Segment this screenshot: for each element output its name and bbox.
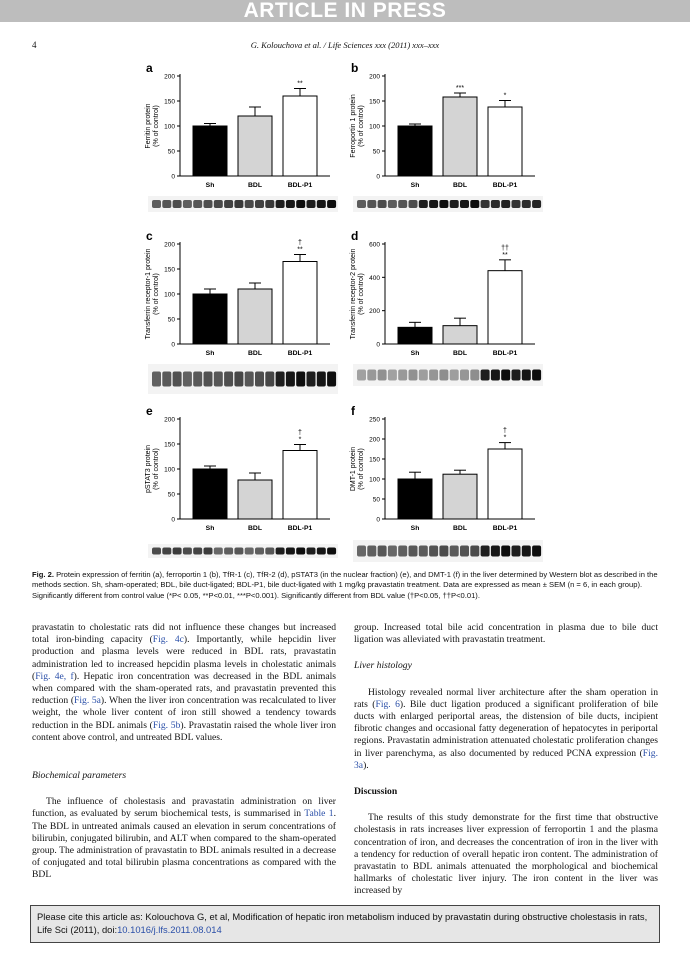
blot-band [265, 372, 274, 387]
blot-band [388, 200, 397, 208]
blot-band [357, 200, 366, 208]
article-in-press-banner: ARTICLE IN PRESS [0, 0, 690, 22]
right-paragraph-2: Histology revealed normal liver architecture after the sham operation in rats (Fig. 6). Bile duct ligation produced a significant proliferation of bile ducts with enlarged periportal areas, the distension of bile ducts, incipient fibrotic changes and occasional fatty degeneration of hepatocytes in periportal regions. Pravastatin administration attenuated cholestatic proliferation changes in liver parenchyma, as also documented by reduced PCNA expression (Fig. 3a). [354, 686, 658, 771]
x-tick-label: BDL-P1 [287, 182, 313, 189]
blot-band [481, 546, 490, 557]
bar-bdl-p1 [283, 451, 317, 520]
y-tick-label: 200 [164, 73, 175, 81]
bar-bdl [443, 97, 477, 176]
blot-band [255, 548, 264, 555]
x-tick-label: BDL [453, 525, 467, 532]
panel-label-b: b [351, 61, 359, 75]
bar-sh [398, 327, 432, 344]
chart-panel-d [350, 229, 535, 357]
blot-band [245, 200, 254, 208]
y-tick-label: 100 [164, 291, 175, 299]
significance-marker: †† [501, 244, 509, 252]
significance-marker: ** [297, 80, 303, 88]
blot-band [450, 200, 459, 208]
bar-bdl [443, 474, 477, 519]
y-tick-label: 150 [164, 441, 175, 449]
blot-band [409, 200, 418, 208]
panel-label-f: f [351, 404, 355, 418]
y-tick-label: 150 [164, 98, 175, 106]
blot-band [234, 372, 243, 387]
blot-band [491, 200, 500, 208]
blot-band [491, 546, 500, 557]
y-tick-label: 50 [167, 148, 175, 156]
left-column [32, 622, 336, 882]
figure-2-charts [0, 50, 690, 570]
panel-label-d: d [351, 229, 359, 243]
blot-band [367, 200, 376, 208]
significance-marker: * [503, 92, 507, 100]
y-tick-label: 200 [369, 73, 380, 81]
blot-band [460, 546, 469, 557]
x-tick-label: Sh [205, 525, 215, 532]
blot-band [501, 370, 510, 381]
y-axis-label: Transferrin receptor-2 protein(% of control) [350, 248, 365, 340]
blot-band [234, 200, 243, 208]
western-blot-f [353, 540, 543, 562]
blot-band [460, 370, 469, 381]
doi-link[interactable]: 10.1016/j.lfs.2011.08.014 [117, 924, 222, 935]
caption-text: Protein expression of ferritin (a), ferroportin 1 (b), TfR-1 (c), TfR-2 (d), pSTAT3 (in the nuclear fraction) (e), and DMT-1 (f) in the liver determined by Western blot as described in the methods section. Sh, sham-operated; BDL, bile duct-ligated; BDL-P1, bile duct-ligated with 1 mg/kg pravastatin treatment. Data are expressed as mean ± SEM (n = 6, in each group). Significantly different from control value (*P< 0.05, **P<0.01, ***P<0.001). Significantly different from BDL value (†P<0.05, ††P<0.01). [32, 570, 658, 600]
y-axis-label: Ferroportin 1 protein(% of control) [350, 94, 365, 158]
y-tick-label: 400 [369, 274, 380, 282]
y-tick-label: 0 [376, 341, 380, 349]
significance-marker: ** [502, 251, 508, 259]
left-paragraph-2: The influence of cholestasis and pravastatin administration on liver function, as evaluated by serum biochemical tests, is summarised in Table 1. The BDL in untreated animals caused an elevation in serum concentrations of bilirubin, conjugated bilirubin, and ALT when compared to the sham-operated group. The administration of pravastatin to BDL animals resulted in a decrease of conjugated and total bilirubin plasma concentrations as compared with the BDL [32, 796, 336, 881]
blot-band [388, 370, 397, 381]
x-tick-label: BDL [248, 182, 262, 189]
blot-band [276, 548, 285, 555]
blot-band [296, 200, 305, 208]
blot-band [245, 372, 254, 387]
y-axis-label: Ferritin protein(% of control) [145, 103, 160, 149]
fig-5b-link[interactable]: Fig. 5b [152, 719, 181, 731]
x-tick-label: Sh [410, 350, 420, 357]
x-tick-label: Sh [410, 525, 420, 532]
bar-bdl-p1 [488, 107, 522, 176]
panel-label-e: e [146, 404, 153, 418]
citation-text: Please cite this article as: Kolouchova G, et al, Modification of hepatic iron metabolism induced by pravastatin during obstructive cholestasis in rats, Life Sci (2011), doi: [37, 911, 648, 935]
fig-3a-link[interactable]: Fig. 3a [354, 747, 658, 771]
blot-band [501, 546, 510, 557]
bar-bdl [443, 326, 477, 344]
blot-band [193, 372, 202, 387]
blot-band [173, 372, 182, 387]
table-1-link[interactable]: Table 1 [304, 808, 334, 820]
bar-sh [193, 294, 227, 344]
blot-band [224, 200, 233, 208]
y-tick-label: 0 [376, 516, 380, 524]
left-paragraph-1: pravastatin to cholestatic rats did not influence these changes but increased total iron-binding capacity (Fig. 4c). Importantly, while hepcidin liver production and plasma levels were reduced in BDL rats, pravastatin administration led to increased hepcidin plasma levels in cholestatic animals (Fig. 4e, f). Hepatic iron concentration was decreased in the BDL animals when compared with the sham-operated rats, and pravastatin prevented this reduction (Fig. 5a). When the liver iron concentration was recalculated to liver weight, the whole liver content of iron still showed a tendency towards reduction in the BDL animals (Fig. 5b). Pravastatin raised the whole liver iron content above control, and untreated BDL values. [32, 622, 336, 743]
blot-band [276, 372, 285, 387]
blot-band [522, 546, 531, 557]
citation-footer [30, 905, 660, 943]
significance-marker: ** [297, 246, 303, 254]
blot-band [152, 200, 161, 208]
blot-band [183, 200, 192, 208]
blot-band [522, 200, 531, 208]
blot-band [224, 548, 233, 555]
blot-band [398, 546, 407, 557]
bar-bdl [238, 289, 272, 344]
y-tick-label: 50 [372, 148, 380, 156]
blot-band [532, 546, 541, 557]
x-tick-label: BDL [453, 350, 467, 357]
blot-band [317, 548, 326, 555]
significance-marker: *** [455, 85, 465, 92]
section-heading-histology: Liver histology [354, 660, 412, 672]
blot-band [245, 548, 254, 555]
y-tick-label: 100 [164, 123, 175, 131]
blot-band [255, 200, 264, 208]
y-tick-label: 0 [171, 173, 175, 181]
y-tick-label: 200 [164, 241, 175, 249]
blot-band [183, 372, 192, 387]
fig-5a-link[interactable]: Fig. 5a [74, 695, 101, 707]
blot-band [470, 546, 479, 557]
y-tick-label: 200 [369, 436, 380, 444]
y-tick-label: 100 [369, 123, 380, 131]
blot-band [327, 548, 336, 555]
blot-band [378, 370, 387, 381]
y-tick-label: 50 [167, 491, 175, 499]
blot-band [409, 546, 418, 557]
blot-band [378, 200, 387, 208]
y-tick-label: 100 [369, 476, 380, 484]
x-tick-label: BDL [453, 182, 467, 189]
blot-band [173, 548, 182, 555]
blot-band [162, 200, 171, 208]
section-heading-discussion: Discussion [354, 786, 398, 798]
blot-band [255, 372, 264, 387]
y-tick-label: 150 [369, 456, 380, 464]
blot-band [193, 200, 202, 208]
blot-band [439, 200, 448, 208]
blot-band [265, 548, 274, 555]
western-blot-a [148, 196, 338, 212]
blot-band [307, 200, 316, 208]
blot-band [193, 548, 202, 555]
running-head: G. Kolouchova et al. / Life Sciences xxx (2011) xxx–xxx [250, 40, 440, 50]
blot-band [419, 370, 428, 381]
chart-panel-b [350, 61, 535, 189]
fig-6-link[interactable]: Fig. 6 [375, 698, 400, 710]
figure-2 [0, 50, 690, 570]
blot-band [450, 370, 459, 381]
blot-band [307, 548, 316, 555]
blot-band [307, 372, 316, 387]
western-blot-c [148, 364, 338, 394]
blot-band [317, 200, 326, 208]
blot-band [296, 548, 305, 555]
y-tick-label: 100 [164, 466, 175, 474]
blot-band [450, 546, 459, 557]
significance-marker: * [298, 436, 302, 444]
blot-band [481, 370, 490, 381]
blot-band [173, 200, 182, 208]
chart-panel-a [145, 61, 330, 189]
western-blot-e [148, 544, 338, 558]
blot-band [327, 372, 336, 387]
bar-bdl-p1 [283, 262, 317, 345]
fig-4ef-link[interactable]: Fig. 4e, f [35, 670, 74, 682]
blot-band [439, 546, 448, 557]
x-tick-label: Sh [410, 182, 420, 189]
x-tick-label: BDL-P1 [492, 350, 518, 357]
blot-band [470, 200, 479, 208]
blot-band [162, 372, 171, 387]
blot-band [367, 546, 376, 557]
blot-band [183, 548, 192, 555]
blot-band [204, 548, 213, 555]
x-tick-label: Sh [205, 350, 215, 357]
chart-panel-f [350, 404, 535, 532]
y-tick-label: 50 [167, 316, 175, 324]
blot-band [357, 546, 366, 557]
bar-sh [398, 479, 432, 519]
blot-band [357, 370, 366, 381]
blot-band [224, 372, 233, 387]
blot-band [470, 370, 479, 381]
figure-caption [32, 570, 660, 601]
blot-band [460, 200, 469, 208]
blot-band [214, 548, 223, 555]
bar-bdl-p1 [488, 449, 522, 519]
blot-band [214, 372, 223, 387]
right-column [354, 622, 658, 898]
x-tick-label: BDL [248, 525, 262, 532]
right-paragraph-1: group. Increased total bile acid concentration in plasma due to bile duct ligation was alleviated with pravastatin treatment. [354, 622, 658, 646]
blot-band [162, 548, 171, 555]
section-heading-biochemical: Biochemical parameters [32, 770, 127, 782]
blot-band [152, 372, 161, 387]
x-tick-label: BDL-P1 [287, 350, 313, 357]
significance-marker: † [503, 427, 507, 435]
blot-band [429, 200, 438, 208]
y-tick-label: 200 [369, 308, 380, 316]
blot-band [327, 200, 336, 208]
bar-bdl-p1 [488, 271, 522, 344]
blot-band [512, 370, 521, 381]
blot-band [276, 200, 285, 208]
western-blot-d [353, 364, 543, 386]
y-tick-label: 0 [376, 173, 380, 181]
significance-marker: † [298, 429, 302, 437]
y-axis-label: DMT-1 protein(% of control) [350, 446, 365, 492]
panel-label-c: c [146, 229, 153, 243]
blot-band [286, 548, 295, 555]
y-tick-label: 0 [171, 341, 175, 349]
y-axis-label: pSTAT3 protein(% of control) [145, 445, 160, 493]
blot-band [429, 546, 438, 557]
western-blot-b [353, 196, 543, 212]
blot-band [429, 370, 438, 381]
fig-4c-link[interactable]: Fig. 4c [152, 634, 184, 646]
x-tick-label: BDL-P1 [492, 182, 518, 189]
bar-bdl-p1 [283, 96, 317, 176]
bar-sh [398, 126, 432, 176]
blot-band [419, 546, 428, 557]
chart-panel-e [145, 404, 330, 532]
blot-band [501, 200, 510, 208]
x-tick-label: BDL-P1 [492, 525, 518, 532]
y-tick-label: 600 [369, 241, 380, 249]
blot-band [286, 372, 295, 387]
y-tick-label: 150 [164, 266, 175, 274]
blot-band [367, 370, 376, 381]
blot-band [317, 372, 326, 387]
blot-band [491, 370, 500, 381]
blot-band [419, 200, 428, 208]
blot-band [204, 372, 213, 387]
significance-marker: † [298, 239, 302, 247]
y-tick-label: 150 [369, 98, 380, 106]
blot-band [512, 200, 521, 208]
blot-band [481, 200, 490, 208]
x-tick-label: BDL-P1 [287, 525, 313, 532]
blot-band [378, 546, 387, 557]
panel-label-a: a [146, 61, 153, 75]
y-axis-label: Transferrin receptor-1 protein(% of control) [145, 248, 160, 340]
bar-bdl [238, 116, 272, 176]
blot-band [388, 546, 397, 557]
y-tick-label: 0 [171, 516, 175, 524]
bar-sh [193, 126, 227, 176]
bar-bdl [238, 480, 272, 519]
blot-band [286, 200, 295, 208]
blot-band [512, 546, 521, 557]
blot-band [532, 200, 541, 208]
blot-band [152, 548, 161, 555]
blot-band [265, 200, 274, 208]
blot-band [204, 200, 213, 208]
blot-band [532, 370, 541, 381]
significance-marker: * [503, 434, 507, 442]
blot-band [214, 200, 223, 208]
blot-band [398, 370, 407, 381]
page-number: 4 [32, 40, 37, 50]
chart-panel-c [145, 229, 330, 357]
blot-band [398, 200, 407, 208]
x-tick-label: Sh [205, 182, 215, 189]
blot-band [296, 372, 305, 387]
y-tick-label: 250 [369, 416, 380, 424]
y-tick-label: 200 [164, 416, 175, 424]
blot-band [439, 370, 448, 381]
blot-band [522, 370, 531, 381]
blot-band [409, 370, 418, 381]
right-paragraph-3: The results of this study demonstrate for the first time that obstructive cholestasis in rats increases liver expression of ferroportin 1 and the plasma concentration of iron, and decreases the concentration of iron in the liver with a tendency for reduction of overall hepatic iron content. The administration of pravastatin to BDL animals attenuated the morphological and biochemical hallmarks of cholestatic liver injury. The iron content in the liver was increased by [354, 812, 658, 897]
x-tick-label: BDL [248, 350, 262, 357]
blot-band [234, 548, 243, 555]
y-tick-label: 50 [372, 496, 380, 504]
caption-label: Fig. 2. [32, 570, 54, 579]
bar-sh [193, 469, 227, 519]
